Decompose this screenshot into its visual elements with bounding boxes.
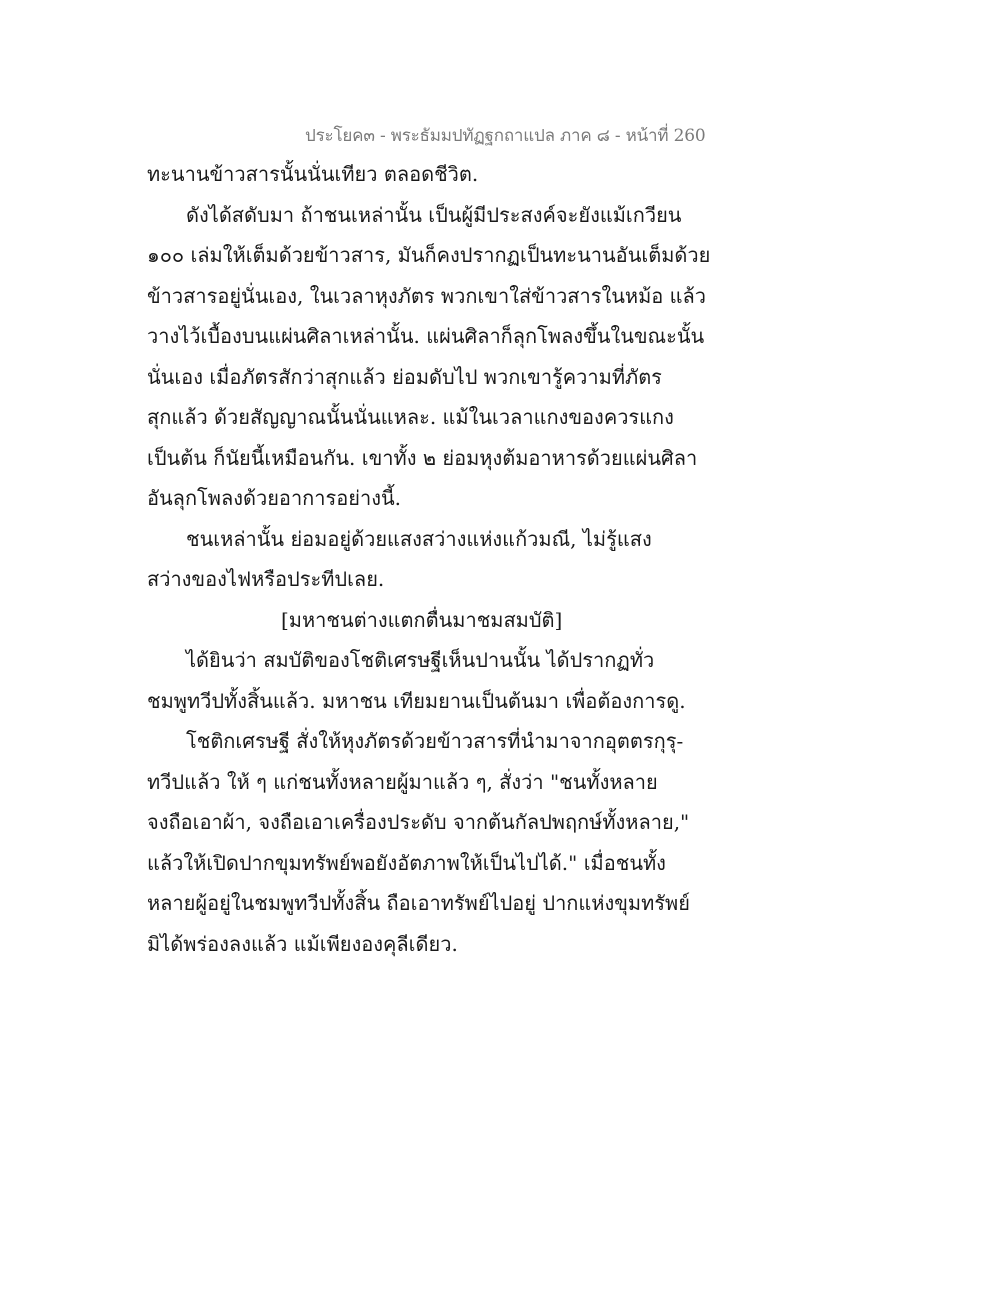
paragraph-start-line: ได้ยินว่า สมบัติของโชติเศรษฐีเห็นปานนั้น ได้ปรากฏทั่ว <box>186 648 655 672</box>
paragraph-start-line: ชนเหล่านั้น ย่อมอยู่ด้วยแสงสว่างแห่งแก้วมณี, ไม่รู้แสง <box>186 526 652 551</box>
text-line: วางไว้เบื้องบนแผ่นศิลาเหล่านั้น. แผ่นศิลาก็ลุกโพลงขึ้นในขณะนั้น <box>147 324 705 348</box>
text-line: ข้าวสารอยู่นั่นเอง, ในเวลาหุงภัตร พวกเขาใส่ข้าวสารในหม้อ แล้ว <box>147 283 707 308</box>
text-line: นั่นเอง เมื่อภัตรสักว่าสุกแล้ว ย่อมดับไป พวกเขารู้ความที่ภัตร <box>147 364 662 389</box>
text-line: มิได้พร่องลงแล้ว แม้เพียงองคุลีเดียว. <box>147 931 458 956</box>
text-line: จงถือเอาผ้า, จงถือเอาเครื่องประดับ จากต้นกัลปพฤกษ์ทั้งหลาย," <box>147 810 690 834</box>
text-line: ทวีปแล้ว ให้ ๆ แก่ชนทั้งหลายผู้มาแล้ว ๆ, สั่งว่า "ชนทั้งหลาย <box>147 769 658 794</box>
paragraph-start-line: ดังได้สดับมา ถ้าชนเหล่านั้น เป็นผู้มีประสงค์จะยังแม้เกวียน <box>186 202 682 227</box>
text-line: ทะนานข้าวสารนั้นนั่นเทียว ตลอดชีวิต. <box>147 162 479 186</box>
text-line: สว่างของไฟหรือประทีปเลย. <box>147 567 385 591</box>
section-heading: [มหาชนต่างแตกตื่นมาชมสมบัติ] <box>281 607 563 632</box>
text-line: ชมพูทวีปทั้งสิ้นแล้ว. มหาชน เทียมยานเป็นต้นมา เพื่อต้องการดู. <box>147 688 686 713</box>
body-text <box>147 154 711 964</box>
running-header: ประโยค๓ - พระธัมมปทัฏฐกถาแปล ภาค ๘ - หน้าที่ 260 <box>305 126 706 146</box>
text-line: เป็นต้น ก็นัยนี้เหมือนกัน. เขาทั้ง ๒ ย่อมหุงต้มอาหารด้วยแผ่นศิลา <box>147 445 698 470</box>
text-line: แล้วให้เปิดปากขุมทรัพย์พอยังอัตภาพให้เป็นไปได้." เมื่อชนทั้ง <box>147 850 666 875</box>
text-line: สุกแล้ว ด้วยสัญญาณนั้นนั่นแหละ. แม้ในเวลาแกงของควรแกง <box>147 405 674 429</box>
text-line: หลายผู้อยู่ในชมพูทวีปทั้งสิ้น ถือเอาทรัพย์ไปอยู่ ปากแห่งขุมทรัพย์ <box>147 891 690 915</box>
text-line: อันลุกโพลงด้วยอาการอย่างนี้. <box>147 486 402 510</box>
text-line: ๑๐๐ เล่มให้เต็มด้วยข้าวสาร, มันก็คงปรากฏเป็นทะนานอันเต็มด้วย <box>147 243 711 267</box>
paragraph-start-line: โชติกเศรษฐี สั่งให้หุงภัตรด้วยข้าวสารที่นำมาจากอุตตรกุรุ- <box>186 729 684 753</box>
